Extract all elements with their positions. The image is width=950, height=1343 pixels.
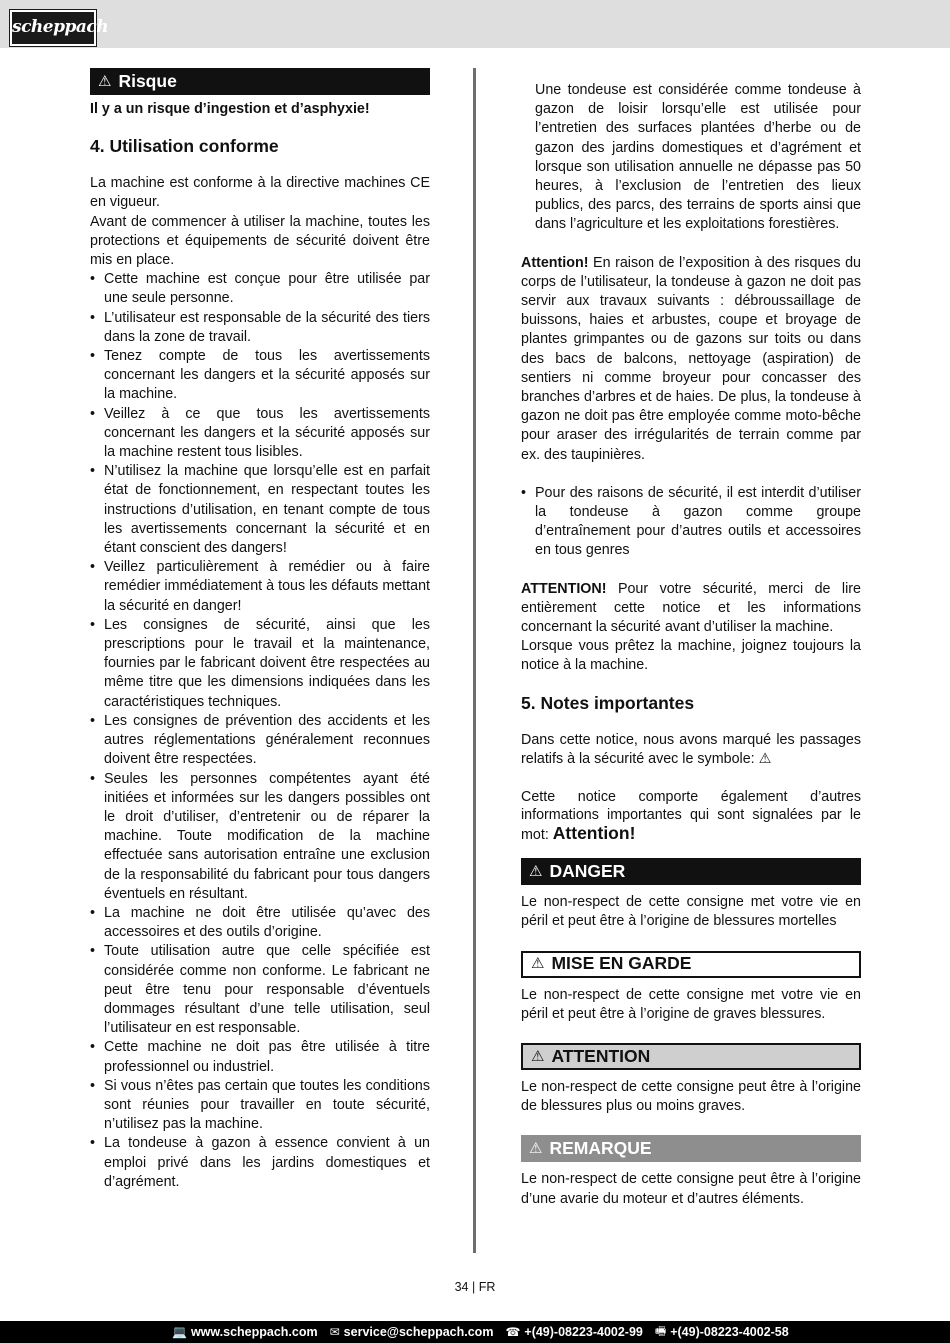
- list-item: • Cette machine est conçue pour être utilisée par une seule personne.: [90, 271, 430, 307]
- list-item: • N’utilisez la machine que lorsqu’elle est en parfait état de fonctionnement, en respectant toutes les instructions d’utilisation, en tenant compte de tous les avertissements concernant la sécurité et en étant conscient des dangers!: [90, 463, 430, 557]
- risk-box: [90, 68, 430, 95]
- section-5-title: 5. Notes importantes: [521, 692, 695, 713]
- section-4-title: 4. Utilisation conforme: [90, 136, 279, 157]
- list-item: • Seules les personnes compétentes ayant été initiées et informées sur les dangers possibles ont le droit d’utiliser, d’entretenir ou de réparer la machine. Toute modification de la machine effectuée sans autorisation entraîne une exclusion de la responsabilité du fabricant pour tous dangers éventuels en résultant.: [90, 770, 430, 902]
- phone-icon: ☎: [505, 1325, 521, 1339]
- risk-text: Il y a un risque d’ingestion et d’asphyxie!: [90, 101, 370, 117]
- warning-text: Le non-respect de cette consigne met votre vie en péril et peut être à l’origine de graves blessures.: [521, 986, 861, 1022]
- list-item: • Veillez particulièrement à remédier ou à faire remédier immédiatement à tous les défauts mettant la sécurité en danger!: [90, 559, 430, 614]
- usage-bullet-list: [90, 270, 430, 1192]
- caution-box: [521, 1043, 861, 1070]
- notes-paragraph-1: Dans cette notice, nous avons marqué les passages relatifs à la sécurité avec le symbole: ⚠: [521, 731, 861, 767]
- attention-paragraph: Attention! En raison de l’exposition à des risques du corps de l’utilisateur, la tondeuse à gazon ne doit pas servir aux travaux suivants : débroussaillage de buissons, haies et arbustes, coupe et broyage de plantes grimpantes ou de gazons sur toits ou dans des bacs de balcons, nettoyage (aspiration) de sentiers ni comme broyeur pour concasser des branches d’arbres et de haies. De plus, la tondeuse à gazon ne doit pas être employée comme moto-bêche pour araser des irrégularités de terrain comme par ex. des taupinières.: [521, 254, 861, 463]
- list-item: • Toute utilisation autre que celle spécifiée est considérée comme non conforme. Le fabricant ne peut être tenu pour responsable d’éventuels dommages résultant d’une telle utilisation, seul l’utilisateur en est responsable.: [90, 943, 430, 1037]
- list-item: • La machine ne doit être utilisée qu’avec des accessoires et des outils d’origine.: [90, 904, 430, 941]
- intro-paragraph-2: Avant de commencer à utiliser la machine, toutes les protections et équipements de sécurité doivent être mis en place.: [90, 213, 430, 269]
- list-item: • Pour des raisons de sécurité, il est interdit d’utiliser la tondeuse à gazon comme groupe d’entraînement pour d’autres outils et accessoires en tous genres: [521, 484, 861, 559]
- footer-fax: 🖷 +(49)-08223-4002-58: [655, 1322, 789, 1343]
- list-item: • Cette machine ne doit pas être utilisée à titre professionnel ou industriel.: [90, 1039, 430, 1075]
- danger-text: Le non-respect de cette consigne met votre vie en péril et peut être à l’origine de blessures mortelles: [521, 894, 861, 930]
- notes-paragraph-2: Cette notice comporte également d’autres informations importantes qui sont signalées par le mot: Attention!: [521, 789, 861, 844]
- list-item: • Les consignes de prévention des accidents et les autres réglementations généralement reconnues doivent être respectées.: [90, 712, 430, 768]
- column-divider: [473, 68, 476, 1253]
- warning-triangle-icon: ⚠: [529, 862, 543, 880]
- danger-box-label: DANGER: [549, 860, 626, 881]
- right-column: [521, 81, 861, 1209]
- list-item: • Les consignes de sécurité, ainsi que les prescriptions pour le travail et la maintenance, fournies par le fabricant doivent être respectées au même titre que les dimensions indiquées dans les caractéristiques techniques.: [90, 616, 430, 710]
- caution-text: Le non-respect de cette consigne peut être à l’origine de blessures plus ou moins graves.: [521, 1078, 861, 1115]
- list-item: • L’utilisateur est responsable de la sécurité des tiers dans la zone de travail.: [90, 309, 430, 345]
- warning-triangle-icon: ⚠: [529, 1140, 543, 1158]
- attention-read-paragraph: ATTENTION! Pour votre sécurité, merci de lire entièrement cette notice et les informations concernant la sécurité avant d’utiliser la machine.: [521, 580, 861, 636]
- list-item: • La tondeuse à gazon à essence convient à un emploi privé dans les jardins domestiques et d’agrément.: [90, 1135, 430, 1190]
- page-number: 34 | FR: [454, 1280, 496, 1294]
- footer-bar: [0, 1321, 950, 1343]
- mail-icon: ✉: [329, 1325, 340, 1339]
- danger-box: [521, 858, 861, 885]
- fax-icon: 🖷: [654, 1323, 667, 1338]
- list-item: • Si vous n’êtes pas certain que toutes les conditions sont réunies pour travailler en toute sécurité, n’utilisez pas la machine.: [90, 1077, 430, 1133]
- caution-box-label: ATTENTION: [551, 1045, 651, 1066]
- computer-icon: 💻: [172, 1325, 187, 1339]
- note-text: Le non-respect de cette consigne peut être à l’origine d’une avarie du moteur et d’autres éléments.: [521, 1171, 861, 1207]
- intro-paragraph-1: La machine est conforme à la directive machines CE en vigueur.: [90, 175, 430, 211]
- safety-bullet-list: [521, 484, 861, 561]
- footer-email[interactable]: ✉ service@scheppach.com: [329, 1325, 494, 1339]
- note-box-label: REMARQUE: [549, 1138, 652, 1159]
- footer-website[interactable]: 💻 www.scheppach.com: [172, 1325, 318, 1339]
- attention-label: Attention!: [521, 254, 589, 271]
- header-bar: [0, 0, 950, 48]
- list-item: • Tenez compte de tous les avertissements concernant les dangers et la sécurité apposés sur la machine.: [90, 348, 430, 403]
- footer-phone: ☎ +(49)-08223-4002-99: [505, 1325, 643, 1339]
- lend-paragraph: Lorsque vous prêtez la machine, joignez toujours la notice à la machine.: [521, 638, 861, 674]
- scheppach-logo: scheppach: [10, 10, 96, 46]
- list-item: • Veillez à ce que tous les avertissements concernant les dangers et la sécurité apposés sur la machine restent tous lisibles.: [90, 405, 430, 461]
- left-column: [90, 68, 430, 1192]
- warning-box: [521, 951, 861, 978]
- warning-triangle-icon: ⚠: [531, 1047, 545, 1065]
- leisure-mower-paragraph: Une tondeuse est considérée comme tondeuse à gazon de loisir lorsqu’elle est utilisée pour l’entretien des surfaces plantées d’herbe ou de gazon des jardins domestiques et d’agrément et lorsque son utilisation annuelle ne dépasse pas 50 heures, à l’exclusion de l’entretien des lieux publics, des parcs, des terrains de sports ainsi que dans l’agriculture et les exploitations forestières.: [535, 82, 861, 233]
- attention-word: Attention!: [552, 823, 636, 844]
- note-box: [521, 1135, 861, 1162]
- risk-box-label: Risque: [118, 70, 177, 91]
- warning-box-label: MISE EN GARDE: [551, 953, 692, 974]
- warning-triangle-icon: ⚠: [531, 955, 545, 973]
- warning-triangle-icon: ⚠: [98, 72, 112, 90]
- attention-caps-label: ATTENTION!: [521, 580, 607, 597]
